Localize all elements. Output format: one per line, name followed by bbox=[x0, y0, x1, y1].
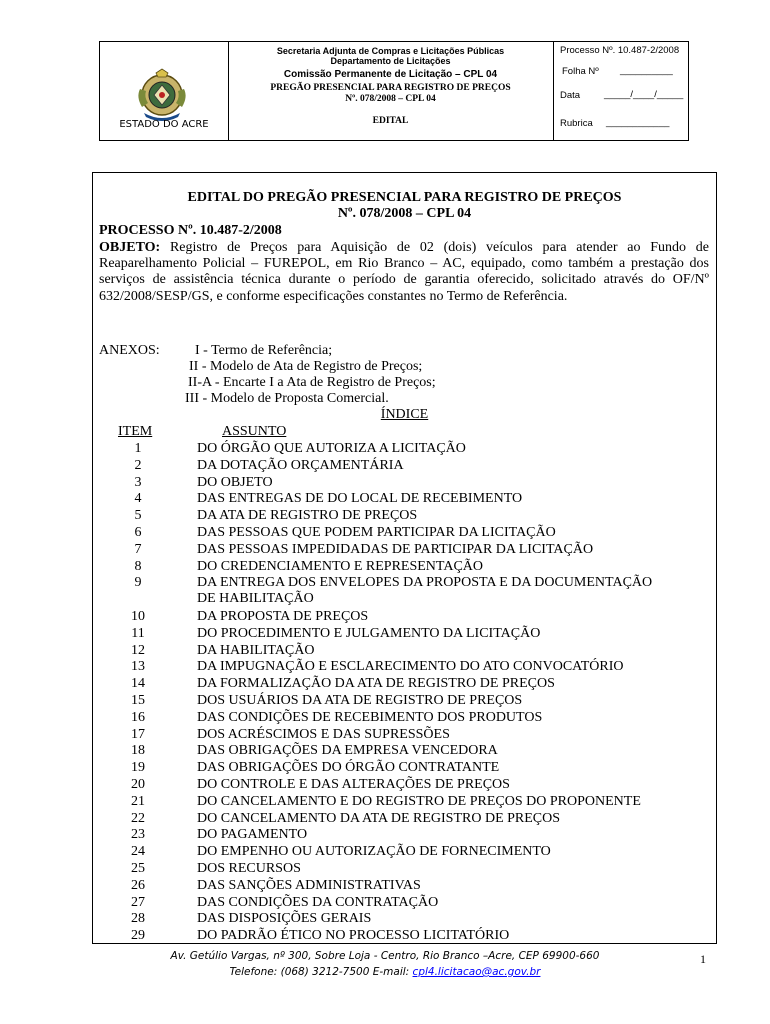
toc-item-number: 27 bbox=[131, 894, 145, 910]
processo-heading: PROCESSO Nº. 10.487-2/2008 bbox=[99, 223, 282, 238]
toc-row bbox=[93, 878, 718, 895]
toc-row bbox=[93, 827, 718, 844]
toc-item-title: DAS DISPOSIÇÕES GERAIS bbox=[197, 911, 372, 927]
data-label: Data bbox=[560, 90, 581, 101]
toc-row bbox=[93, 525, 718, 542]
document-subtitle: Nº. 078/2008 – CPL 04 bbox=[337, 206, 472, 221]
toc-item-title: DAS PESSOAS IMPEDIDADAS DE PARTICIPAR DA LICITAÇÃO bbox=[197, 541, 594, 557]
anexos-label: ANEXOS: bbox=[99, 343, 160, 358]
footer-email-link[interactable]: cpl4.licitacao@ac.gov.br bbox=[412, 966, 541, 978]
folha-label: Folha Nº bbox=[562, 66, 599, 77]
toc-row bbox=[93, 643, 718, 660]
footer-contact bbox=[0, 966, 770, 978]
toc-row bbox=[93, 609, 718, 626]
toc-item-title: DAS SANÇÕES ADMINISTRATIVAS bbox=[197, 877, 421, 893]
document-title: EDITAL DO PREGÃO PRESENCIAL PARA REGISTRO DE PREÇOS bbox=[187, 190, 622, 205]
toc-row bbox=[93, 844, 718, 861]
document-header bbox=[99, 41, 689, 141]
toc-item-number: 15 bbox=[131, 693, 145, 708]
toc-item-title: DOS RECURSOS bbox=[197, 861, 301, 876]
toc-item-title: DO PROCEDIMENTO E JULGAMENTO DA LICITAÇÃO bbox=[197, 625, 541, 641]
toc-item-number: 10 bbox=[131, 609, 145, 624]
header-edital: EDITAL bbox=[372, 116, 409, 126]
toc-row bbox=[93, 895, 718, 912]
toc-item-number: 26 bbox=[131, 877, 145, 893]
objeto-text: Registro de Preços para Aquisição de 02 (dois) veículos para atender ao Fundo de Reaparelhamento Policial – FUREPOL, em Rio Branco – AC, equipado, como também a prestação dos serviços de assistência técnica durante o período de garantia oferecido, solicitado através do OF/Nº 632/2008/SESP/GS, e conforme especificações constantes no Termo de Referência. bbox=[99, 240, 709, 304]
toc-item-number: 13 bbox=[131, 659, 145, 675]
toc-row bbox=[93, 710, 718, 727]
toc-item-number: 5 bbox=[134, 508, 142, 524]
header-logo-cell bbox=[100, 42, 229, 140]
toc-row bbox=[93, 626, 718, 643]
toc-item-title: DAS CONDIÇÕES DE RECEBIMENTO DOS PRODUTOS bbox=[197, 709, 543, 725]
anexo-item: III - Modelo de Proposta Comercial. bbox=[185, 391, 389, 406]
toc-item-number: 23 bbox=[131, 827, 145, 843]
objeto-label: OBJETO: bbox=[99, 240, 161, 255]
toc-item-title: DO CONTROLE E DAS ALTERAÇÕES DE PREÇOS bbox=[197, 777, 510, 792]
toc-item-number: 7 bbox=[134, 541, 142, 557]
toc-row bbox=[93, 928, 718, 945]
toc-item-title: DAS CONDIÇÕES DA CONTRATAÇÃO bbox=[197, 894, 439, 910]
toc-row bbox=[93, 727, 718, 744]
toc-row bbox=[93, 508, 718, 525]
toc-row bbox=[93, 575, 718, 607]
toc-item-number: 9 bbox=[134, 575, 142, 591]
header-departamento: Departamento de Licitações bbox=[330, 56, 451, 66]
toc-item-title: DOS ACRÉSCIMOS E DAS SUPRESSÕES bbox=[197, 726, 450, 742]
toc-item-title: DO CANCELAMENTO E DO REGISTRO DE PREÇOS DO PROPONENTE bbox=[197, 793, 641, 809]
toc-item-title: DO EMPENHO OU AUTORIZAÇÃO DE FORNECIMENTO bbox=[197, 844, 551, 860]
indice-heading: ÍNDICE bbox=[380, 407, 429, 422]
state-name: ESTADO DO ACRE bbox=[119, 119, 209, 130]
toc-item-number: 18 bbox=[131, 743, 145, 759]
toc-row bbox=[93, 911, 718, 928]
toc-row bbox=[93, 441, 718, 458]
toc-item-title: DO ÓRGÃO QUE AUTORIZA A LICITAÇÃO bbox=[197, 441, 466, 456]
toc-item-title: DA ENTREGA DOS ENVELOPES DA PROPOSTA E DA DOCUMENTAÇÃO bbox=[197, 575, 653, 591]
toc-item-title: DA HABILITAÇÃO bbox=[197, 642, 315, 658]
header-title-cell bbox=[228, 42, 554, 140]
folha-blank: __________ bbox=[620, 65, 673, 76]
toc-item-number: 2 bbox=[134, 457, 142, 473]
toc-item-title: DAS OBRIGAÇÕES DA EMPRESA VENCEDORA bbox=[197, 743, 498, 759]
header-secretaria: Secretaria Adjunta de Compras e Licitações Públicas bbox=[276, 46, 505, 56]
state-coat-of-arms-icon bbox=[134, 67, 190, 127]
toc-item-number: 29 bbox=[131, 928, 145, 944]
toc-row bbox=[93, 760, 718, 777]
data-blank: _____/____/_____ bbox=[604, 89, 684, 100]
toc-item-title: DO PADRÃO ÉTICO NO PROCESSO LICITATÓRIO bbox=[197, 928, 510, 944]
toc-item-title: DOS USUÁRIOS DA ATA DE REGISTRO DE PREÇOS bbox=[197, 693, 523, 708]
toc-row bbox=[93, 676, 718, 693]
objeto-paragraph bbox=[99, 240, 709, 305]
toc-row bbox=[93, 542, 718, 559]
toc-item-number: 25 bbox=[131, 861, 145, 876]
header-pregao: PREGÃO PRESENCIAL PARA REGISTRO DE PREÇOS bbox=[270, 83, 511, 93]
toc-item-number: 6 bbox=[134, 525, 142, 540]
toc-row bbox=[93, 693, 718, 710]
toc-row bbox=[93, 811, 718, 828]
anexo-item: II - Modelo de Ata de Registro de Preços; bbox=[189, 359, 423, 374]
toc-item-title: DAS PESSOAS QUE PODEM PARTICIPAR DA LICITAÇÃO bbox=[197, 525, 556, 540]
toc-item-number: 12 bbox=[131, 642, 145, 658]
toc-item-title: DA FORMALIZAÇÃO DA ATA DE REGISTRO DE PREÇOS bbox=[197, 676, 555, 692]
toc-item-number: 20 bbox=[131, 777, 145, 792]
rubrica-blank: ____________ bbox=[606, 117, 670, 128]
processo-number: Processo Nº. 10.487-2/2008 bbox=[560, 45, 680, 56]
footer-phone: Telefone: (068) 3212-7500 E-mail: bbox=[229, 966, 410, 978]
toc-row bbox=[93, 491, 718, 508]
toc-item-title: DO CANCELAMENTO DA ATA DE REGISTRO DE PREÇOS bbox=[197, 810, 561, 826]
toc-item-title: DAS ENTREGAS DE DO LOCAL DE RECEBIMENTO bbox=[197, 491, 523, 507]
document-body bbox=[92, 172, 717, 944]
toc-row bbox=[93, 475, 718, 492]
toc-item-title: DAS OBRIGAÇÕES DO ÓRGÃO CONTRATANTE bbox=[197, 760, 500, 776]
toc-item-number: 3 bbox=[134, 474, 142, 490]
toc-row bbox=[93, 743, 718, 760]
toc-row bbox=[93, 458, 718, 475]
toc-item-number: 4 bbox=[134, 491, 142, 507]
toc-item-title: DA ATA DE REGISTRO DE PREÇOS bbox=[197, 508, 418, 524]
item-column-header: ITEM bbox=[118, 424, 153, 439]
footer-address: Av. Getúlio Vargas, nº 300, Sobre Loja - Centro, Rio Branco –Acre, CEP 69900-660 bbox=[170, 950, 600, 962]
toc-item-number: 8 bbox=[134, 558, 142, 574]
page-number: 1 bbox=[700, 952, 706, 966]
toc-item-title: DA IMPUGNAÇÃO E ESCLARECIMENTO DO ATO CONVOCATÓRIO bbox=[197, 659, 624, 675]
toc-item-title-continued: DE HABILITAÇÃO bbox=[197, 591, 314, 607]
toc-row bbox=[93, 861, 718, 878]
toc-row bbox=[93, 659, 718, 676]
anexo-item: I - Termo de Referência; bbox=[195, 343, 333, 358]
toc-row bbox=[93, 794, 718, 811]
header-numero: Nº. 078/2008 – CPL 04 bbox=[345, 94, 436, 104]
toc-item-number: 21 bbox=[131, 793, 145, 809]
toc-item-number: 1 bbox=[134, 441, 142, 456]
header-control-cell bbox=[554, 42, 688, 140]
toc-row bbox=[93, 559, 718, 576]
toc-item-title: DO OBJETO bbox=[197, 474, 273, 490]
toc-item-number: 16 bbox=[131, 709, 145, 725]
toc-item-number: 28 bbox=[131, 911, 145, 927]
toc-item-title: DO CREDENCIAMENTO E REPRESENTAÇÃO bbox=[197, 558, 484, 574]
toc-item-title: DA DOTAÇÃO ORÇAMENTÁRIA bbox=[197, 457, 404, 473]
toc-item-number: 17 bbox=[131, 726, 145, 742]
toc-item-number: 22 bbox=[131, 810, 145, 826]
toc-item-number: 14 bbox=[131, 676, 145, 692]
toc-item-number: 19 bbox=[131, 760, 145, 776]
toc-item-number: 24 bbox=[131, 844, 145, 860]
toc-item-title: DO PAGAMENTO bbox=[197, 827, 308, 843]
toc-row bbox=[93, 777, 718, 794]
assunto-column-header: ASSUNTO bbox=[222, 424, 287, 439]
rubrica-label: Rubrica bbox=[560, 118, 593, 129]
toc-item-number: 11 bbox=[131, 625, 145, 641]
header-comissao: Comissão Permanente de Licitação – CPL 04 bbox=[283, 69, 498, 80]
toc-item-title: DA PROPOSTA DE PREÇOS bbox=[197, 609, 369, 624]
anexo-item: II-A - Encarte I a Ata de Registro de Preços; bbox=[188, 375, 436, 390]
